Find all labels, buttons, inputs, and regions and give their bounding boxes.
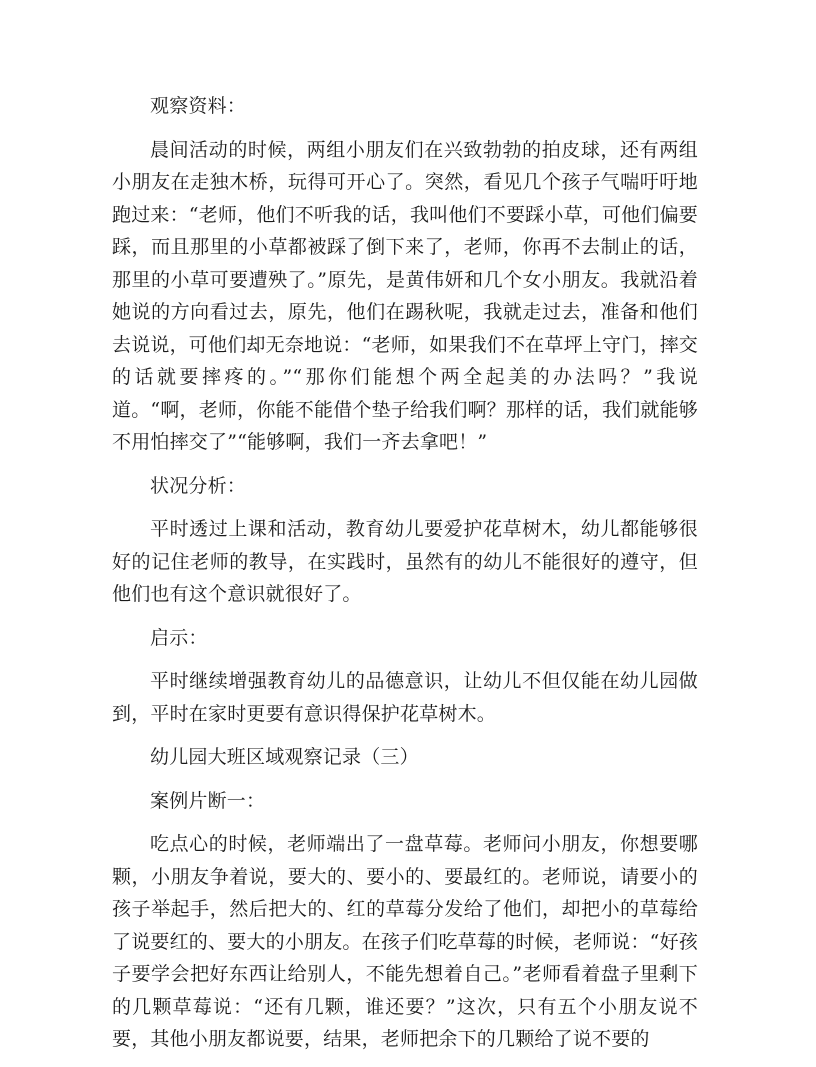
section-heading-case-one: 案例片断一：: [150, 789, 266, 812]
observation-paragraph: 晨间活动的时候，两组小朋友们在兴致勃勃的拍皮球，还有两组小朋友在走独木桥，玩得可开心了。突然，看见几个孩子气喘吁吁地跑过来：“老师，他们不听我的话，我叫他们不要踩小草，可他们偏要踩，而且那里的小草都被踩了倒下来了，老师，你再不去制止的话，那里的小草可要遭殃了。”原先，是黄伟妍和几个女小朋友。我就沿着她说的方向看过去，原先，他们在踢秋呢，我就走过去，准备和他们去说说，可他们却无奈地说：“老师，如果我们不在草坪上守门，摔交的话就要摔疼的。”“那你们能想个两全起美的办法吗？”我说道。“啊，老师，你能不能借个垫子给我们啊？那样的话，我们就能够不用怕摔交了”“能够啊，我们一齐去拿吧！”: [112, 138, 698, 453]
case-one-paragraph: 吃点心的时候，老师端出了一盘草莓。老师问小朋友，你想要哪颗，小朋友争着说，要大的、要小的、要最红的。老师说，请要小的孩子举起手，然后把大的、红的草莓分发给了他们，却把小的草莓给了说要红的、要大的小朋友。在孩子们吃草莓的时候，老师说：“好孩子要学会把好东西让给别人，不能先想着自己。”老师看着盘子里剩下的几颗草莓说：“还有几颗，谁还要？”这次，只有五个小朋友说不要，其他小朋友都说要，结果，老师把余下的几颗给了说不要的: [112, 833, 698, 1050]
section-heading-observation: 观察资料：: [150, 95, 247, 117]
insight-paragraph: 平时继续增强教育幼儿的品德意识，让幼儿不但仅能在幼儿园做到，平时在家时更要有意识得保护花草树木。: [112, 670, 698, 725]
document-body: [112, 90, 698, 1067]
section-heading-insight: 启示：: [150, 626, 208, 649]
section-heading-analysis: 状况分析：: [150, 474, 247, 497]
analysis-paragraph: 平时透过上课和活动，教育幼儿要爱护花草树木，幼儿都能够很好的记住老师的教导，在实践时，虽然有的幼儿不能很好的遵守，但他们也有这个意识就很好了。: [112, 518, 698, 605]
record-title: 幼儿园大班区域观察记录（三）: [150, 746, 419, 768]
